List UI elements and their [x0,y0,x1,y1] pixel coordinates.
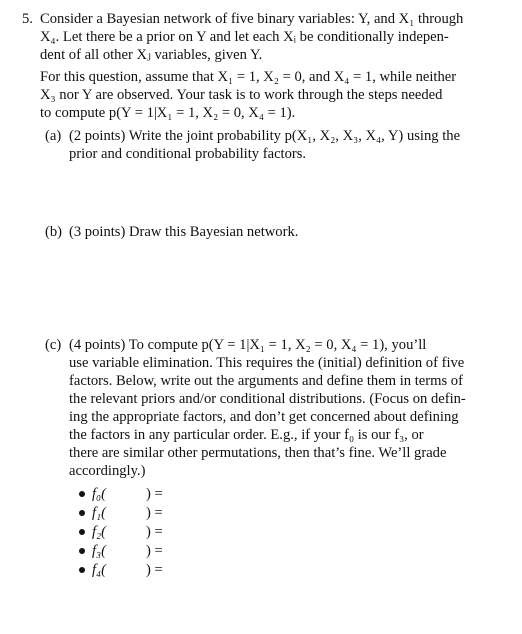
setup-line-2: X₃ nor Y are observed. Your task is to work through the steps needed [40,87,443,103]
setup-line-1: For this question, assume that X₁ = 1, X₂ = 0, and X₄ = 1, while neither [40,69,457,85]
factor-name: f₃( [92,543,106,559]
factor-name: f₁( [92,505,106,521]
bullet-icon [79,567,85,573]
bullet-icon [79,529,85,535]
part-c-line-6: the factors in any particular order. E.g., if your f₀ is our f₃, or [69,427,424,443]
part-b-line-1: (3 points) Draw this Bayesian network. [69,224,299,240]
factor-name: f₀( [92,486,106,502]
part-c-line-2: use variable elimination. This requires the (initial) definition of five [69,355,465,371]
factor-name: f₄( [92,562,106,578]
question-number: 5. [22,11,33,27]
factor-rhs: ) = [146,505,163,521]
part-c-line-8: accordingly.) [69,463,146,479]
bullet-icon [79,548,85,554]
setup-line-3: to compute p(Y = 1|X₁ = 1, X₂ = 0, X₄ = 1). [40,105,296,121]
factor-rhs: ) = [146,486,163,502]
part-a-line-1: (2 points) Write the joint probability p(X₁, X₂, X₃, X₄, Y) using the [69,128,461,144]
intro-line-1: Consider a Bayesian network of five binary variables: Y, and X₁ through [40,11,464,27]
factor-name: f₂( [92,524,106,540]
part-c-line-4: the relevant priors and/or conditional distributions. (Focus on defin- [69,391,466,407]
part-a-line-2: prior and conditional probability factors. [69,146,307,162]
part-c-line-3: factors. Below, write out the arguments and define them in terms of [69,373,463,389]
part-b-label: (b) [45,224,63,240]
part-c-line-7: there are similar other permutations, then that’s fine. We’ll grade [69,445,447,461]
part-c-label: (c) [45,337,62,353]
factor-rhs: ) = [146,524,163,540]
part-c-line-1: (4 points) To compute p(Y = 1|X₁ = 1, X₂ = 0, X₄ = 1), you’ll [69,337,427,353]
part-a-label: (a) [45,128,62,144]
part-c-line-5: ing the appropriate factors, and don’t get concerned about defining [69,409,459,425]
intro-line-2: X₄. Let there be a prior on Y and let each Xᵢ be conditionally indepen- [40,29,449,45]
intro-line-3: dent of all other Xⱼ variables, given Y. [40,47,263,63]
factor-rhs: ) = [146,543,163,559]
bullet-icon [79,491,85,497]
factor-rhs: ) = [146,562,163,578]
bullet-icon [79,510,85,516]
